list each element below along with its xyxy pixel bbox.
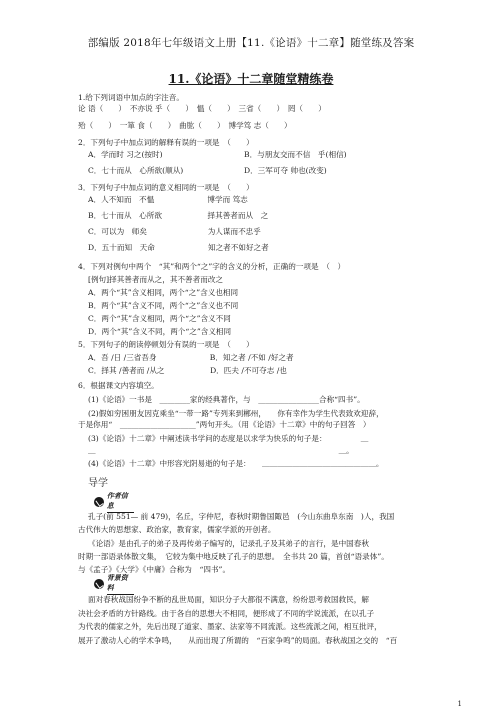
question-3-option-c: C．可以为 师矣 为人谋而不忠乎 bbox=[88, 227, 261, 236]
author-paragraph: 时期一部语录体散文集， 它较为集中地反映了孔子的思想。 全书共 20 篇，首创“语录体”。 bbox=[78, 552, 389, 561]
question-2-option-d: D．三军可夺 帅也(改变) bbox=[244, 166, 327, 175]
question-2-option-b: B．与朋友交而不信 乎(相信) bbox=[244, 150, 347, 159]
question-4-stem: 4．下列对例句中两个 “其”和两个“之”字的含义的分析，正确的一项是 （ ） bbox=[78, 262, 346, 271]
question-3-option-d: D．五十而知 天命 知之者不如好之者 bbox=[88, 243, 269, 252]
question-2-option-c: C．七十而从 心所欲(顺从) bbox=[88, 166, 184, 175]
pen-icon bbox=[94, 497, 104, 507]
question-6-part-3: (3)《论语》十二章》中阐述读书学问的态度是以求学为快乐的句子是： ＿ bbox=[88, 434, 369, 443]
question-1-stem: 1.给下列词语中加点的字注音。 bbox=[78, 93, 184, 102]
document-header: 部编版 2018年七年级语文上册【11.《论语》十二章】随堂练及答案 bbox=[87, 37, 415, 49]
author-paragraph: 孔子(前 551— 前 479)，名丘，字仲尼，春秋时期鲁国陬邑 (今山东曲阜东南 )人，我国 bbox=[88, 512, 395, 521]
question-6-part-2-cont: 于是你用“ ____________________”两句开头。（用《论语》十二章》中的句子回答 ） bbox=[78, 420, 371, 429]
background-paragraph: 决社会矛盾的方针路线。由于各自的思想大不相同，便形成了不同的学说流派，在以孔子 bbox=[78, 609, 375, 618]
background-badge-label: 背景资料 bbox=[107, 573, 134, 595]
question-4-example: [例句]择其善者而从之，其不善者而改之 bbox=[88, 275, 224, 284]
question-6-stem: 6．根据课文内容填空。 bbox=[78, 381, 159, 390]
question-6-part-2: (2)假如穷困朋友因克乘坐“一带一路”专列来到郴州， 你有幸作为学生代表致欢迎辞， bbox=[88, 409, 384, 418]
author-badge-label: 作者信息 bbox=[107, 491, 134, 513]
author-paragraph: 《论语》是由孔子的弟子及再传弟子编写的，记录孔子及其弟子的言行，是中国春秋 bbox=[88, 539, 369, 548]
pen-icon bbox=[94, 579, 104, 589]
question-6-part-1: (1)《论语》一书是 ________家的经典著作，与 ________________合称“四书”。 bbox=[88, 395, 365, 404]
question-4-option-d: D．两个“其”含义不同，两个“之”含义相同 bbox=[88, 327, 232, 336]
author-badge bbox=[94, 491, 134, 510]
background-badge bbox=[94, 573, 134, 592]
author-paragraph: 与《孟子》《大学》《中庸》合称为 “四书”。 bbox=[78, 565, 231, 574]
question-4-option-a: A．两个“其”含义相同，两个“之”含义也相同 bbox=[88, 288, 239, 297]
question-5-row: C．择其 /善者而 /从之 D．匹夫 /不可夺志 /也 bbox=[88, 366, 287, 375]
guide-heading: 导学 bbox=[88, 478, 108, 489]
question-1-row: 殆（ ） 一箪 食（ ） 曲肱（ ） 博学笃 志（ ） bbox=[78, 121, 292, 130]
background-paragraph: 为代表的儒家之外，先后出现了道家、墨家、法家等不同流派。这些流派之间，相互批评， bbox=[78, 622, 382, 631]
background-paragraph: 面对春秋战国纷争不断的乱世局面，知识分子大都很不满意，纷纷思考救国救民，解 bbox=[88, 595, 369, 604]
page-number: 1 bbox=[457, 700, 462, 708]
question-3-option-a: A．人不知而 不愠 博学而 笃志 bbox=[88, 195, 248, 204]
author-paragraph: 古代伟大的思想家、政治家，教育家，儒家学派的开创者。 bbox=[78, 525, 276, 534]
question-3-option-b: B．七十而从 心所欲 择其善者而从 之 bbox=[88, 211, 269, 220]
question-3-stem: 3．下列句子中加点词的意义相同的一项是 （ ） bbox=[78, 183, 254, 192]
background-paragraph: 展开了激动人心的学术争鸣， 从而出现了所谓的 “百家争鸣”的局面。春秋战国之交的 “百 bbox=[78, 636, 398, 645]
question-6-part-4: (4)《论语》十二章》中形容光阴易逝的句子是： ＿＿＿＿＿＿＿＿＿＿＿＿＿＿＿。 bbox=[88, 459, 384, 468]
question-5-row: A．吾 /日 /三省吾身 B．知之者 /不如 /好之者 bbox=[88, 353, 294, 362]
question-4-option-b: B．两个“其”含义不同，两个“之”含义也不同 bbox=[88, 301, 239, 310]
question-1-row: 论 语（ ） 不亦说 乎（ ） 愠（ ） 三省（ ） 罔（ ） bbox=[78, 104, 326, 113]
question-5-stem: 5．下列句子的朗读停顿划分有误的一项是 （ ） bbox=[78, 340, 254, 349]
page-title: 11.《论语》十二章随堂精练卷 bbox=[168, 72, 334, 86]
question-4-option-c: C．两个“其”含义相同，两个“之”含义不同 bbox=[88, 314, 231, 323]
question-6-part-3-cont: ＿ ＿。 bbox=[88, 446, 354, 455]
question-2-stem: 2．下列句子中加点词的解释有误的一项是 （ ） bbox=[78, 138, 254, 147]
question-2-option-a: A．学而时 习之(按时) bbox=[88, 150, 163, 159]
